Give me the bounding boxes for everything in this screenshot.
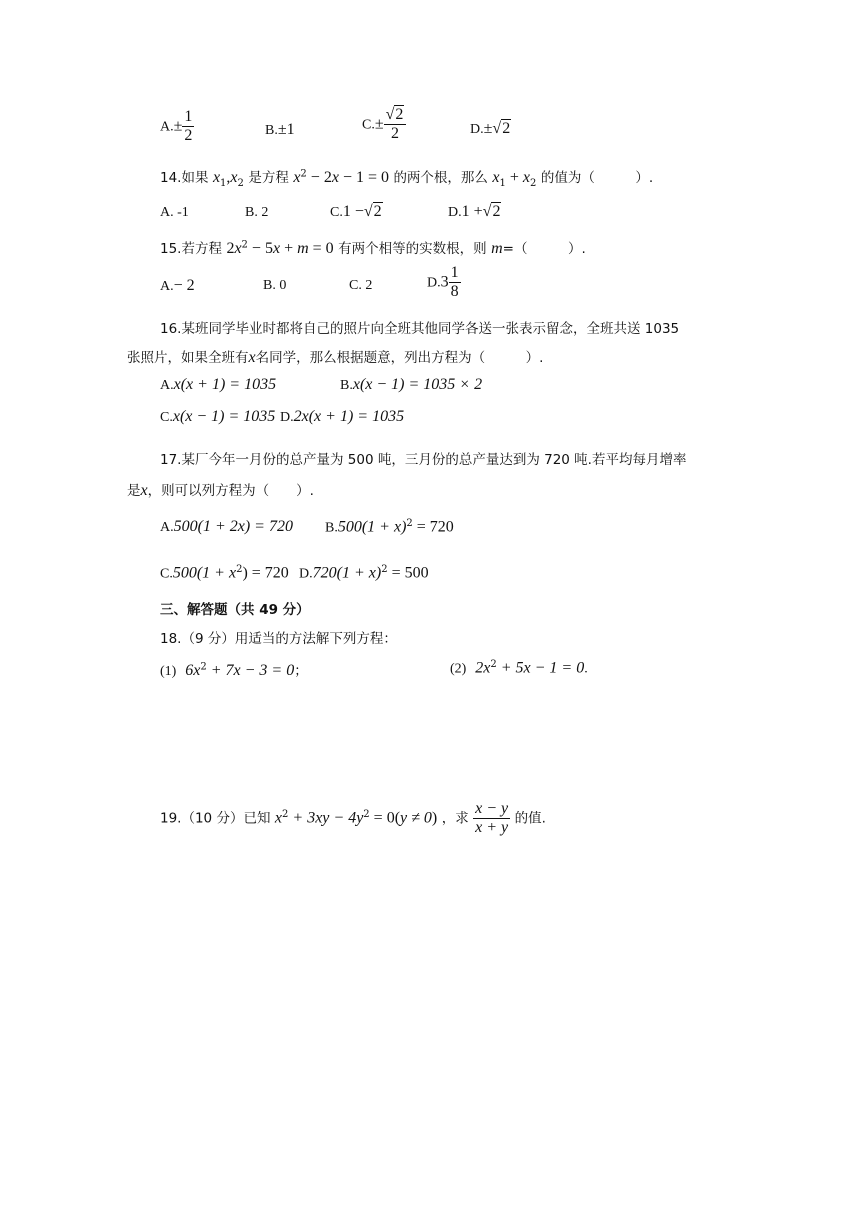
fraction: $\frac{1}{8}$ — [450, 264, 459, 300]
q15-stem: 15.若方程 $2x^2 - 5x + m = 0$ 有两个相等的实数根，则 m=（ ）. — [160, 239, 586, 257]
section-title: 三、解答题（共 49 分） — [160, 602, 310, 618]
q17-stem-line1: 17.某厂今年一月份的总产量为 500 吨，三月份的总产量达到为 720 吨.若平均每月增率 — [160, 452, 687, 468]
q13-option-a: A.± $\frac{1}{2}$ — [160, 108, 193, 144]
q13-option-b: B.±1 — [265, 121, 295, 138]
fraction: $\frac{x - y}{x + y}$ — [475, 800, 509, 836]
q13-option-d: D.±√2 — [470, 120, 511, 137]
q14-stem: 14.如果 $x_1,x_2$ 是方程 $x^2 - 2x - 1 = 0$ 的两个根，那么 $x_1 + x_2$ 的值为（ ）. — [160, 168, 654, 189]
q14-option-c: C.1 −√2 — [330, 203, 382, 220]
q15-option-b: B. 0 — [263, 278, 287, 293]
q15-option-c: C. 2 — [349, 278, 373, 293]
q14-option-a: A. -1 — [160, 205, 189, 220]
q16-option-a: A.x(x + 1) = 1035 — [160, 376, 277, 393]
q18-part2: (2) $2x^2 + 5x - 1 = 0$. — [450, 659, 588, 677]
q16-stem-line2: 张照片，如果全班有x名同学，那么根据题意，列出方程为（ ）. — [127, 349, 544, 366]
q19-stem: 19.（10 分）已知 $x^2 + 3xy - 4y^2 = 0(y \ne 0)$ ，求 $\frac{x - y}{x + y}$ 的值. — [160, 800, 546, 836]
q17-option-c: $C.500(1 + x^2) = 720$ — [160, 564, 289, 582]
fraction: $\frac{1}{2}$ — [184, 108, 193, 144]
q16-stem-line1: 16.某班同学毕业时都将自己的照片向全班其他同学各送一张表示留念，全班共送 1035 — [160, 321, 680, 337]
q15-option-a: A.− 2 — [160, 277, 195, 294]
option-label: A. — [160, 119, 174, 135]
q17-option-d: $D.720(1 + x)^2 = 500$ — [299, 564, 429, 582]
q17-option-a: A.500(1 + 2x) = 720 — [160, 518, 293, 535]
q18-part1: (1) $6x^2 + 7x - 3 = 0$； — [160, 661, 308, 679]
q14-option-d: D.1 +√2 — [448, 203, 501, 220]
q18-stem: 18.（9 分）用适当的方法解下列方程： — [160, 631, 397, 647]
q15-option-d: D.3 $\frac{1}{8}$ — [427, 264, 459, 300]
q16-option-c: C.x(x − 1) = 1035 — [160, 408, 276, 425]
fraction: $\frac{√2}{2}$ — [384, 106, 407, 143]
q17-stem-line2: 是x，则可以列方程为（ ）. — [127, 482, 314, 499]
q17-option-b: $B.500(1 + x)^2 = 720$ — [325, 518, 454, 536]
q14-option-b: B. 2 — [245, 205, 269, 220]
q13-option-c: C.± $\frac{√2}{2}$ — [362, 106, 406, 143]
q16-option-d: D.2x(x + 1) = 1035 — [280, 408, 405, 425]
q16-option-b: B.x(x − 1) = 1035 × 2 — [340, 376, 483, 393]
